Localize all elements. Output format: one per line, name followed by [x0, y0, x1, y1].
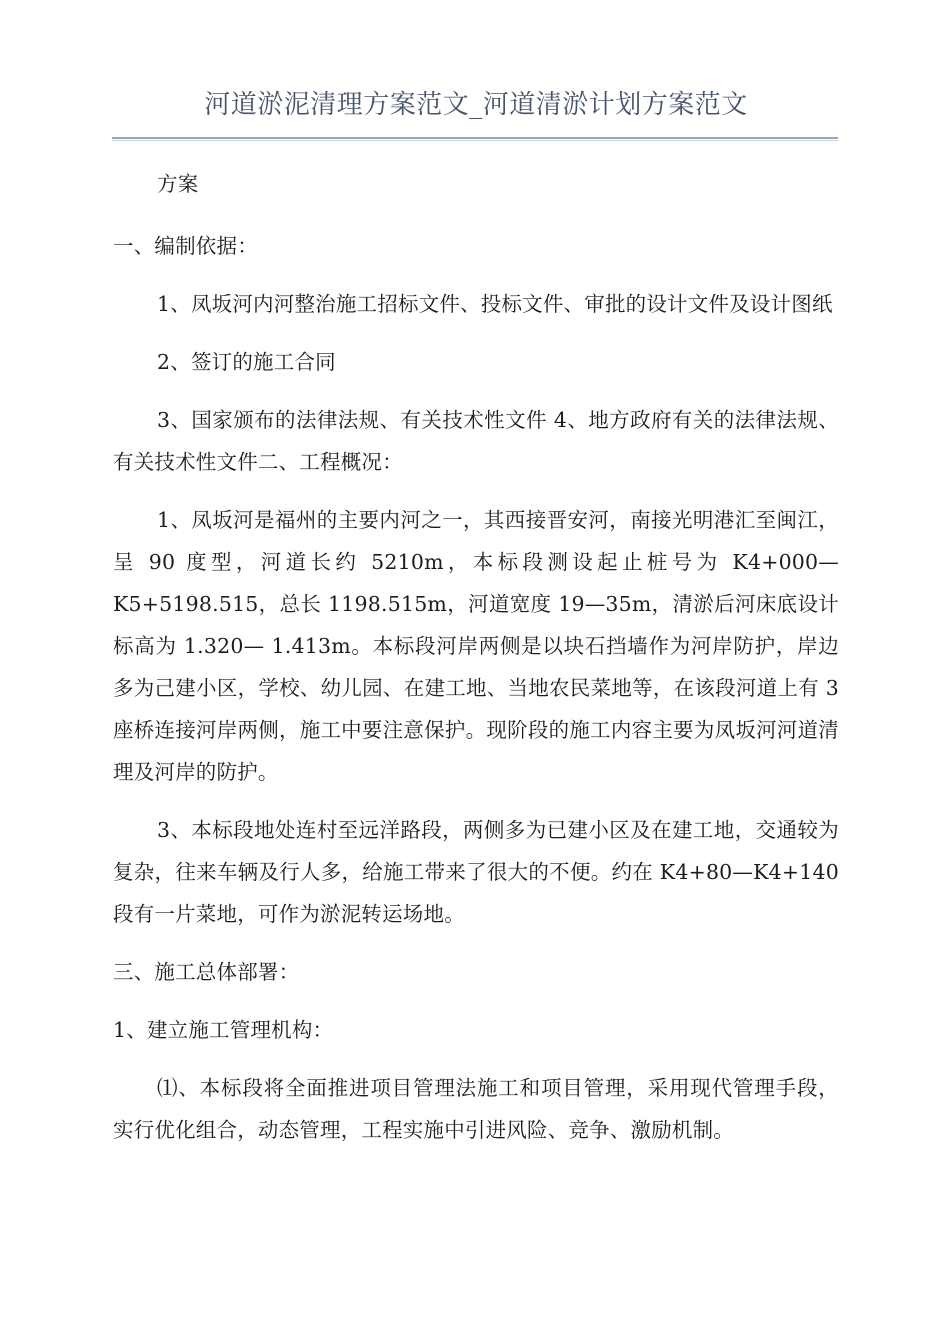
title-divider — [112, 137, 838, 141]
heading-compilation-basis: 一、编制依据： — [113, 234, 258, 258]
page-title: 河道淤泥清理方案范文_河道清淤计划方案范文 — [204, 90, 748, 120]
paragraph-plan-label: 方案 — [157, 172, 199, 196]
document-body — [113, 163, 839, 1151]
heading-management-organization: 1、建立施工管理机构： — [113, 1018, 334, 1042]
paragraph-deployment-1: ⑴、本标段将全面推进项目管理法施工和项目管理，采用现代管理手段，实行优化组合，动态管理，工程实施中引进风险、竞争、激励机制。 — [113, 1076, 839, 1142]
paragraph-overview-1: 1、凤坂河是福州的主要内河之一，其西接晋安河，南接光明港汇至闽江，呈 90 度型，河道长约 5210m，本标段测设起止桩号为 K4+000—K5+5198.515，总长 1198.515m，河道宽度 19—35m，清淤后河床底设计标高为 1.320— 1.413m。本标段河岸两侧是以块石挡墙作为河岸防护，岸边多为己建小区，学校、幼儿园、在建工地、当地农民菜地等，在该段河道上有 3 座桥连接河岸两侧，施工中要注意保护。现阶段的施工内容主要为凤坂河河道清理及河岸的防护。 — [113, 508, 839, 784]
paragraph-basis-3: 3、国家颁布的法律法规、有关技术性文件 4、地方政府有关的法律法规、有关技术性文件二、工程概况： — [113, 408, 839, 474]
paragraph-basis-1: 1、凤坂河内河整治施工招标文件、投标文件、审批的设计文件及设计图纸 — [157, 292, 833, 316]
heading-construction-deployment: 三、施工总体部署： — [113, 960, 300, 984]
paragraph-overview-3: 3、本标段地处连村至远洋路段，两侧多为已建小区及在建工地，交通较为复杂，往来车辆及行人多，给施工带来了很大的不便。约在 K4+80—K4+140 段有一片菜地，可作为淤泥转运场地。 — [113, 818, 839, 926]
paragraph-basis-2: 2、签订的施工合同 — [157, 350, 336, 374]
